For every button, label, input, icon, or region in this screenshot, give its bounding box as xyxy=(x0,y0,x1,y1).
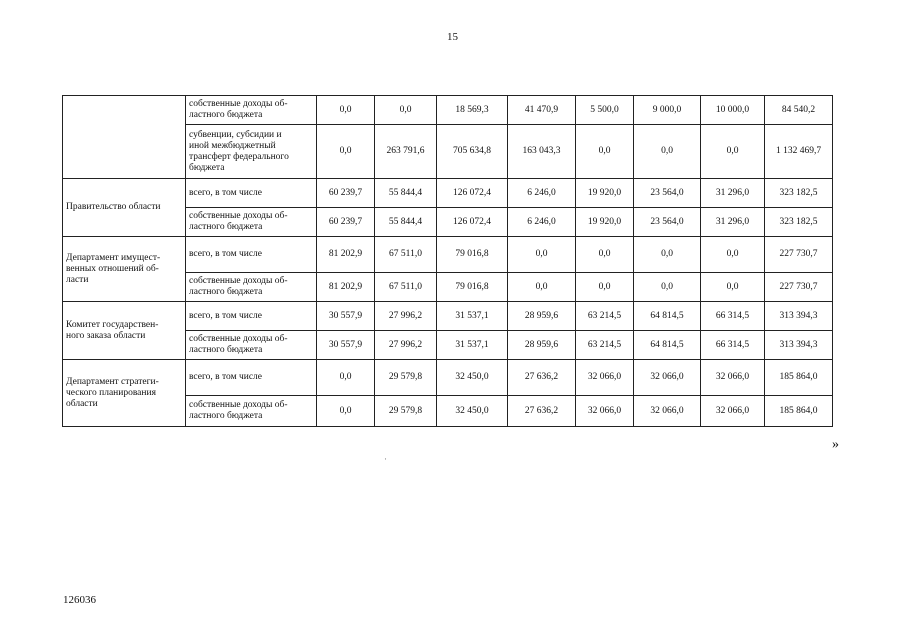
amount-cell: 323 182,5 xyxy=(765,208,833,237)
organization-cell: Комитет государствен- ного заказа области xyxy=(63,302,186,360)
funding-source-cell: собственные доходы об- ластного бюджета xyxy=(186,208,317,237)
amount-cell: 63 214,5 xyxy=(576,302,634,331)
amount-cell: 55 844,4 xyxy=(375,179,437,208)
amount-cell: 0,0 xyxy=(701,125,765,179)
amount-cell: 31 537,1 xyxy=(437,331,508,360)
amount-cell: 19 920,0 xyxy=(576,208,634,237)
organization-cell: Департамент имущест- венных отношений об- ласти xyxy=(63,237,186,302)
amount-cell: 29 579,8 xyxy=(375,360,437,396)
funding-source-cell: собственные доходы об- ластного бюджета xyxy=(186,331,317,360)
amount-cell: 32 450,0 xyxy=(437,396,508,427)
amount-cell: 63 214,5 xyxy=(576,331,634,360)
funding-source-cell: субвенции, субсидии и иной межбюджетный трансферт федерального бюджета xyxy=(186,125,317,179)
table-row xyxy=(63,360,833,396)
table-body xyxy=(63,96,833,427)
amount-cell: 60 239,7 xyxy=(317,179,375,208)
amount-cell: 0,0 xyxy=(576,273,634,302)
table-row xyxy=(63,96,833,125)
funding-source-cell: всего, в том числе xyxy=(186,237,317,273)
funding-source-cell: собственные доходы об- ластного бюджета xyxy=(186,96,317,125)
amount-cell: 79 016,8 xyxy=(437,273,508,302)
amount-cell: 126 072,4 xyxy=(437,208,508,237)
amount-cell: 23 564,0 xyxy=(634,208,701,237)
amount-cell: 81 202,9 xyxy=(317,237,375,273)
amount-cell: 0,0 xyxy=(317,96,375,125)
amount-cell: 185 864,0 xyxy=(765,396,833,427)
amount-cell: 27 996,2 xyxy=(375,331,437,360)
amount-cell: 0,0 xyxy=(317,360,375,396)
closing-quote: » xyxy=(832,437,839,452)
amount-cell: 0,0 xyxy=(701,273,765,302)
amount-cell: 67 511,0 xyxy=(375,237,437,273)
amount-cell: 1 132 469,7 xyxy=(765,125,833,179)
amount-cell: 5 500,0 xyxy=(576,96,634,125)
amount-cell: 6 246,0 xyxy=(508,179,576,208)
document-code: 126036 xyxy=(63,594,96,606)
amount-cell: 27 636,2 xyxy=(508,396,576,427)
amount-cell: 263 791,6 xyxy=(375,125,437,179)
amount-cell: 64 814,5 xyxy=(634,302,701,331)
amount-cell: 23 564,0 xyxy=(634,179,701,208)
amount-cell: 32 066,0 xyxy=(701,360,765,396)
amount-cell: 6 246,0 xyxy=(508,208,576,237)
amount-cell: 126 072,4 xyxy=(437,179,508,208)
funding-source-cell: всего, в том числе xyxy=(186,179,317,208)
amount-cell: 9 000,0 xyxy=(634,96,701,125)
funding-source-cell: собственные доходы об- ластного бюджета xyxy=(186,273,317,302)
amount-cell: 18 569,3 xyxy=(437,96,508,125)
amount-cell: 227 730,7 xyxy=(765,273,833,302)
amount-cell: 0,0 xyxy=(576,125,634,179)
amount-cell: 31 537,1 xyxy=(437,302,508,331)
amount-cell: 31 296,0 xyxy=(701,179,765,208)
amount-cell: 32 066,0 xyxy=(576,360,634,396)
amount-cell: 0,0 xyxy=(375,96,437,125)
amount-cell: 30 557,9 xyxy=(317,302,375,331)
amount-cell: 32 066,0 xyxy=(576,396,634,427)
amount-cell: 31 296,0 xyxy=(701,208,765,237)
amount-cell: 313 394,3 xyxy=(765,302,833,331)
budget-table xyxy=(62,95,833,427)
amount-cell: 60 239,7 xyxy=(317,208,375,237)
amount-cell: 0,0 xyxy=(634,273,701,302)
amount-cell: 67 511,0 xyxy=(375,273,437,302)
amount-cell: 66 314,5 xyxy=(701,302,765,331)
amount-cell: 79 016,8 xyxy=(437,237,508,273)
amount-cell: 0,0 xyxy=(576,237,634,273)
amount-cell: 55 844,4 xyxy=(375,208,437,237)
amount-cell: 41 470,9 xyxy=(508,96,576,125)
amount-cell: 81 202,9 xyxy=(317,273,375,302)
organization-cell: Правительство области xyxy=(63,179,186,237)
amount-cell: 32 066,0 xyxy=(634,396,701,427)
amount-cell: 30 557,9 xyxy=(317,331,375,360)
amount-cell: 705 634,8 xyxy=(437,125,508,179)
funding-source-cell: собственные доходы об- ластного бюджета xyxy=(186,396,317,427)
amount-cell: 227 730,7 xyxy=(765,237,833,273)
amount-cell: 10 000,0 xyxy=(701,96,765,125)
amount-cell: 313 394,3 xyxy=(765,331,833,360)
stray-mark: · xyxy=(384,454,387,464)
amount-cell: 28 959,6 xyxy=(508,331,576,360)
table-row xyxy=(63,237,833,273)
table-row xyxy=(63,179,833,208)
amount-cell: 27 636,2 xyxy=(508,360,576,396)
page-number: 15 xyxy=(447,31,458,43)
organization-cell xyxy=(63,96,186,179)
amount-cell: 84 540,2 xyxy=(765,96,833,125)
amount-cell: 19 920,0 xyxy=(576,179,634,208)
amount-cell: 29 579,8 xyxy=(375,396,437,427)
amount-cell: 0,0 xyxy=(508,273,576,302)
amount-cell: 0,0 xyxy=(317,396,375,427)
amount-cell: 32 450,0 xyxy=(437,360,508,396)
amount-cell: 0,0 xyxy=(634,237,701,273)
amount-cell: 64 814,5 xyxy=(634,331,701,360)
amount-cell: 32 066,0 xyxy=(634,360,701,396)
amount-cell: 323 182,5 xyxy=(765,179,833,208)
amount-cell: 66 314,5 xyxy=(701,331,765,360)
amount-cell: 0,0 xyxy=(634,125,701,179)
amount-cell: 28 959,6 xyxy=(508,302,576,331)
organization-cell: Департамент стратеги- ческого планирования области xyxy=(63,360,186,427)
amount-cell: 185 864,0 xyxy=(765,360,833,396)
table-row xyxy=(63,302,833,331)
funding-source-cell: всего, в том числе xyxy=(186,302,317,331)
amount-cell: 32 066,0 xyxy=(701,396,765,427)
amount-cell: 0,0 xyxy=(508,237,576,273)
amount-cell: 0,0 xyxy=(701,237,765,273)
amount-cell: 163 043,3 xyxy=(508,125,576,179)
amount-cell: 27 996,2 xyxy=(375,302,437,331)
amount-cell: 0,0 xyxy=(317,125,375,179)
funding-source-cell: всего, в том числе xyxy=(186,360,317,396)
